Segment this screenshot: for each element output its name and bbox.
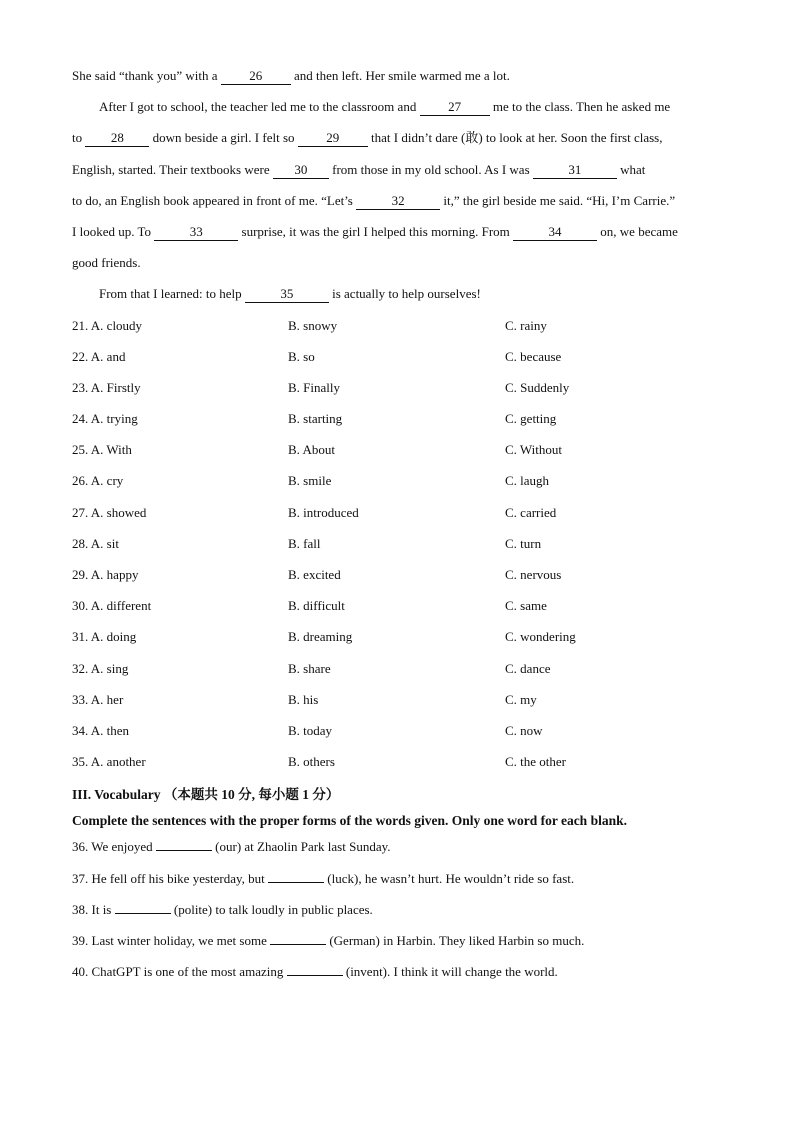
option-row-27 bbox=[72, 501, 722, 532]
passage-line-5 bbox=[72, 189, 722, 220]
blank-26[interactable]: 26 bbox=[221, 68, 291, 85]
option-row-31 bbox=[72, 625, 722, 656]
option-c[interactable]: C. wondering bbox=[505, 629, 576, 645]
option-a[interactable]: 29. A. happy bbox=[72, 567, 139, 582]
text: on, we became bbox=[597, 223, 678, 239]
options-list bbox=[72, 314, 722, 782]
answer-blank-37[interactable] bbox=[268, 867, 324, 883]
option-c[interactable]: C. my bbox=[505, 691, 537, 707]
vocabulary-instruction: Complete the sentences with the proper forms of the words given. Only one word for each blank. bbox=[72, 813, 627, 829]
section-title-vocabulary: III. Vocabulary （本题共 10 分, 每小题 1 分） bbox=[72, 787, 340, 803]
option-row-34 bbox=[72, 719, 722, 750]
passage-line-8 bbox=[72, 282, 722, 313]
option-b[interactable]: B. Finally bbox=[288, 379, 341, 395]
option-a[interactable]: 35. A. another bbox=[72, 754, 146, 770]
text: She said “thank you” with a bbox=[72, 68, 221, 83]
option-c[interactable]: C. turn bbox=[505, 535, 542, 551]
text: I looked up. To bbox=[72, 223, 155, 239]
option-row-29 bbox=[72, 563, 722, 594]
blank-33[interactable]: 33 bbox=[154, 224, 238, 241]
text: what bbox=[616, 161, 646, 177]
exam-page bbox=[72, 64, 722, 991]
option-c[interactable]: C. laugh bbox=[505, 473, 550, 489]
option-row-23 bbox=[72, 376, 722, 407]
option-row-35 bbox=[72, 750, 722, 781]
option-a[interactable]: 27. A. showed bbox=[72, 504, 147, 520]
option-c[interactable]: C. Suddenly bbox=[505, 379, 570, 395]
passage-line-1 bbox=[72, 64, 722, 95]
option-a[interactable]: 23. A. Firstly bbox=[72, 379, 141, 395]
option-b[interactable]: B. fall bbox=[288, 535, 321, 551]
text: 36. We enjoyed bbox=[72, 839, 156, 855]
option-b[interactable]: B. starting bbox=[288, 411, 343, 427]
option-b[interactable]: B. smile bbox=[288, 473, 332, 489]
text: me to the class. Then he asked me bbox=[489, 99, 671, 115]
option-b[interactable]: B. excited bbox=[288, 567, 341, 582]
blank-29[interactable]: 29 bbox=[298, 130, 368, 147]
option-b[interactable]: B. his bbox=[288, 691, 319, 707]
text: that I didn’t dare (敢) to look at her. Soon the first class, bbox=[367, 130, 663, 146]
text: (polite) to talk loudly in public places. bbox=[170, 901, 373, 917]
text: (luck), he wasn’t hurt. He wouldn’t ride so fast. bbox=[324, 870, 575, 886]
answer-blank-39[interactable] bbox=[270, 929, 326, 945]
question-40 bbox=[72, 960, 722, 991]
option-c[interactable]: C. the other bbox=[505, 754, 567, 770]
text: From that I learned: to help bbox=[99, 286, 245, 302]
question-36 bbox=[72, 835, 722, 866]
text: 38. It is bbox=[72, 901, 115, 917]
text: to do, an English book appeared in front of me. “Let’s bbox=[72, 192, 357, 208]
blank-30[interactable]: 30 bbox=[273, 162, 329, 179]
answer-blank-38[interactable] bbox=[115, 898, 171, 914]
blank-28[interactable]: 28 bbox=[85, 130, 149, 147]
option-b[interactable]: B. About bbox=[288, 442, 335, 458]
option-row-33 bbox=[72, 688, 722, 719]
option-c[interactable]: C. carried bbox=[505, 504, 557, 520]
text: 39. Last winter holiday, we met some bbox=[72, 932, 271, 948]
option-a[interactable]: 32. A. sing bbox=[72, 660, 129, 676]
option-a[interactable]: 25. A. With bbox=[72, 442, 132, 458]
option-a[interactable]: 34. A. then bbox=[72, 722, 130, 738]
text: (our) at Zhaolin Park last Sunday. bbox=[211, 839, 391, 855]
option-a[interactable]: 28. A. sit bbox=[72, 535, 119, 551]
text: it,” the girl beside me said. “Hi, I’m Carrie.” bbox=[440, 192, 676, 208]
question-39 bbox=[72, 929, 722, 960]
option-row-32 bbox=[72, 657, 722, 688]
option-b[interactable]: B. dreaming bbox=[288, 629, 353, 645]
option-b[interactable]: B. snowy bbox=[288, 317, 338, 333]
option-row-28 bbox=[72, 532, 722, 563]
passage-line-3 bbox=[72, 126, 722, 157]
option-row-24 bbox=[72, 407, 722, 438]
option-b[interactable]: B. so bbox=[288, 348, 315, 364]
text: After I got to school, the teacher led me to the classroom and bbox=[99, 99, 420, 115]
text: good friends. bbox=[72, 255, 141, 271]
blank-34[interactable]: 34 bbox=[513, 224, 597, 241]
answer-blank-36[interactable] bbox=[156, 835, 212, 851]
option-a[interactable]: 24. A. trying bbox=[72, 411, 138, 427]
option-row-30 bbox=[72, 594, 722, 625]
option-c[interactable]: C. dance bbox=[505, 660, 551, 676]
option-row-21 bbox=[72, 314, 722, 345]
option-a[interactable]: 33. A. her bbox=[72, 691, 124, 707]
blank-32[interactable]: 32 bbox=[356, 193, 440, 210]
text: surprise, it was the girl I helped this morning. From bbox=[238, 223, 514, 239]
passage-line-7 bbox=[72, 251, 722, 282]
option-c[interactable]: C. because bbox=[505, 348, 562, 364]
text: 37. He fell off his bike yesterday, but bbox=[72, 870, 269, 886]
option-a[interactable]: 26. A. cry bbox=[72, 473, 124, 489]
question-38 bbox=[72, 898, 722, 929]
option-c[interactable]: C. rainy bbox=[505, 317, 547, 333]
option-c[interactable]: C. getting bbox=[505, 411, 557, 427]
text: down beside a girl. I felt so bbox=[149, 130, 298, 146]
option-a[interactable]: 30. A. different bbox=[72, 598, 152, 614]
text: (German) in Harbin. They liked Harbin so much. bbox=[326, 932, 585, 948]
text: English, started. Their textbooks were bbox=[72, 161, 273, 177]
text: (invent). I think it will change the world. bbox=[342, 964, 558, 980]
text: is actually to help ourselves! bbox=[328, 286, 481, 302]
passage-line-4 bbox=[72, 158, 722, 189]
option-c[interactable]: C. same bbox=[505, 598, 547, 614]
option-c[interactable]: C. now bbox=[505, 722, 543, 738]
option-c[interactable]: C. Without bbox=[505, 442, 563, 458]
passage-line-2 bbox=[72, 95, 722, 126]
text: from those in my old school. As I was bbox=[328, 161, 533, 177]
passage-line-6 bbox=[72, 220, 722, 251]
option-a[interactable]: 21. A. cloudy bbox=[72, 317, 143, 333]
option-b[interactable]: B. others bbox=[288, 754, 335, 770]
question-37 bbox=[72, 867, 722, 898]
option-b[interactable]: B. share bbox=[288, 660, 331, 676]
blank-31[interactable]: 31 bbox=[533, 162, 617, 179]
blank-27[interactable]: 27 bbox=[420, 99, 490, 116]
option-c[interactable]: C. nervous bbox=[505, 567, 562, 582]
option-b[interactable]: B. difficult bbox=[288, 598, 345, 614]
option-row-26 bbox=[72, 469, 722, 500]
blank-35[interactable]: 35 bbox=[245, 286, 329, 303]
text: to bbox=[72, 130, 86, 146]
text: 40. ChatGPT is one of the most amazing bbox=[72, 964, 287, 980]
option-a[interactable]: 22. A. and bbox=[72, 348, 126, 364]
answer-blank-40[interactable] bbox=[287, 960, 343, 976]
option-b[interactable]: B. introduced bbox=[288, 504, 359, 520]
option-row-22 bbox=[72, 345, 722, 376]
option-b[interactable]: B. today bbox=[288, 722, 333, 738]
option-row-25 bbox=[72, 438, 722, 469]
option-a[interactable]: 31. A. doing bbox=[72, 629, 137, 645]
text: and then left. Her smile warmed me a lot. bbox=[290, 68, 510, 83]
